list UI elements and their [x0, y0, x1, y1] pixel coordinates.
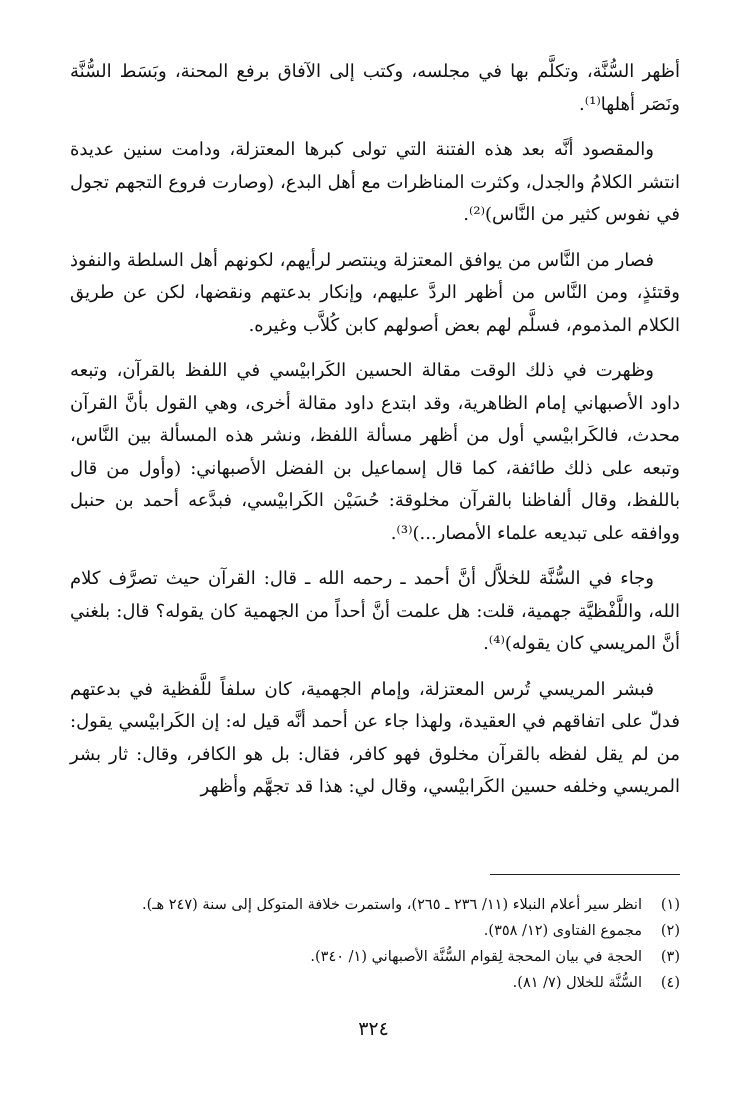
footnote-3: [70, 944, 680, 970]
footnote-4: [70, 970, 680, 996]
footnote-text: السُّنَّة للخلال (٧/ ٨١).: [512, 975, 642, 991]
paragraph-5: وجاء في السُّنَّة للخلاَّل أنَّ أحمد ـ رحمه الله ـ قال: القرآن حيث تصرَّف كلام الله، واللَّفْظيَّة جهمية، قلت: هل علمت أنَّ أحداً من الجهمية كان يقوله؟ قال: بلغني أنَّ المريسي كان يقوله)⁽⁴⁾.: [70, 568, 680, 654]
main-text: [70, 56, 680, 817]
footnote-number: (٣): [660, 949, 680, 965]
paragraph-6: فبشر المريسي تُرس المعتزلة، وإمام الجهمية، كان سلفاً للَّفظية في بدعتهم فدلّ على اتفاقهم في العقيدة، ولهذا جاء عن أحمد أنَّه قيل له: إن الكَرابيْسي يقول: من لم يقل لفظه بالقرآن مخلوق فهو كافر، فقال: بل هو الكافر، وقال: ثار بشر المريسي وخلفه حسين الكَرابيْسي، وقال لي: هذا قد تجهَّم وأظهر: [70, 678, 680, 797]
paragraph-2: والمقصود أنَّه بعد هذه الفتنة التي تولى كبرها المعتزلة، ودامت سنين عديدة انتشر الكلامُ والجدل، وكثرت المناظرات مع أهل البدع، (وصارت فروع التجهم تجول في نفوس كثير من النَّاس)⁽²⁾.: [70, 139, 680, 225]
footnotes: [70, 892, 680, 996]
footnote-number: (٤): [660, 975, 680, 991]
paragraph-1: أظهر السُّنَّة، وتكلَّم بها في مجلسه، وكتب إلى الآفاق برفع المحنة، وبَسَط السُّنَّة ونَصَر أهلها⁽¹⁾.: [70, 61, 680, 115]
footnote-2: [70, 918, 680, 944]
footnote-1: [70, 892, 680, 918]
paragraph-3: فصار من النَّاس من يوافق المعتزلة وينتصر لرأيهم، لكونهم أهل السلطة والنفوذ وقتئذٍ، ومن النَّاس من أظهر الردَّ عليهم، وإنكار بدعتهم ونقضها، لكن عن طريق الكلام المذموم، فسلَّم لهم بعض أصولهم كابن كُلاَّب وغيره.: [70, 249, 680, 336]
footnote-text: مجموع الفتاوى (١٢/ ٣٥٨).: [483, 923, 642, 939]
footnote-separator: [490, 874, 680, 875]
footnote-number: (١): [660, 897, 680, 913]
paragraph-4: وظهرت في ذلك الوقت مقالة الحسين الكَرابيْسي في اللفظ بالقرآن، وتبعه داود الأصبهاني إمام الظاهرية، وقد ابتدع داود مقالة أخرى، وهي القول بأنَّ القرآن محدث، فالكَرابيْسي أول من أظهر مسألة اللفظ، ونشر هذه المسألة بين النَّاس، وتبعه على ذلك طائفة، كما قال إسماعيل بن الفضل الأصبهاني: (وأول من قال باللفظ، وقال ألفاظنا بالقرآن مخلوقة: حُسَيْن الكَرابيْسي، فبدَّعه أحمد بن حنبل ووافقه على تبديعه علماء الأمصار...)⁽³⁾.: [70, 360, 680, 544]
page-number: ٣٢٤: [358, 1018, 389, 1040]
footnote-text: انظر سير أعلام النبلاء (١١/ ٢٣٦ ـ ٢٦٥)، واستمرت خلافة المتوكل إلى سنة (٢٤٧ هـ).: [142, 897, 642, 913]
footnote-number: (٢): [660, 923, 680, 939]
footnote-text: الحجة في بيان المحجة لِقوام السُّنَّة الأصبهاني (١/ ٣٤٠).: [310, 949, 642, 965]
